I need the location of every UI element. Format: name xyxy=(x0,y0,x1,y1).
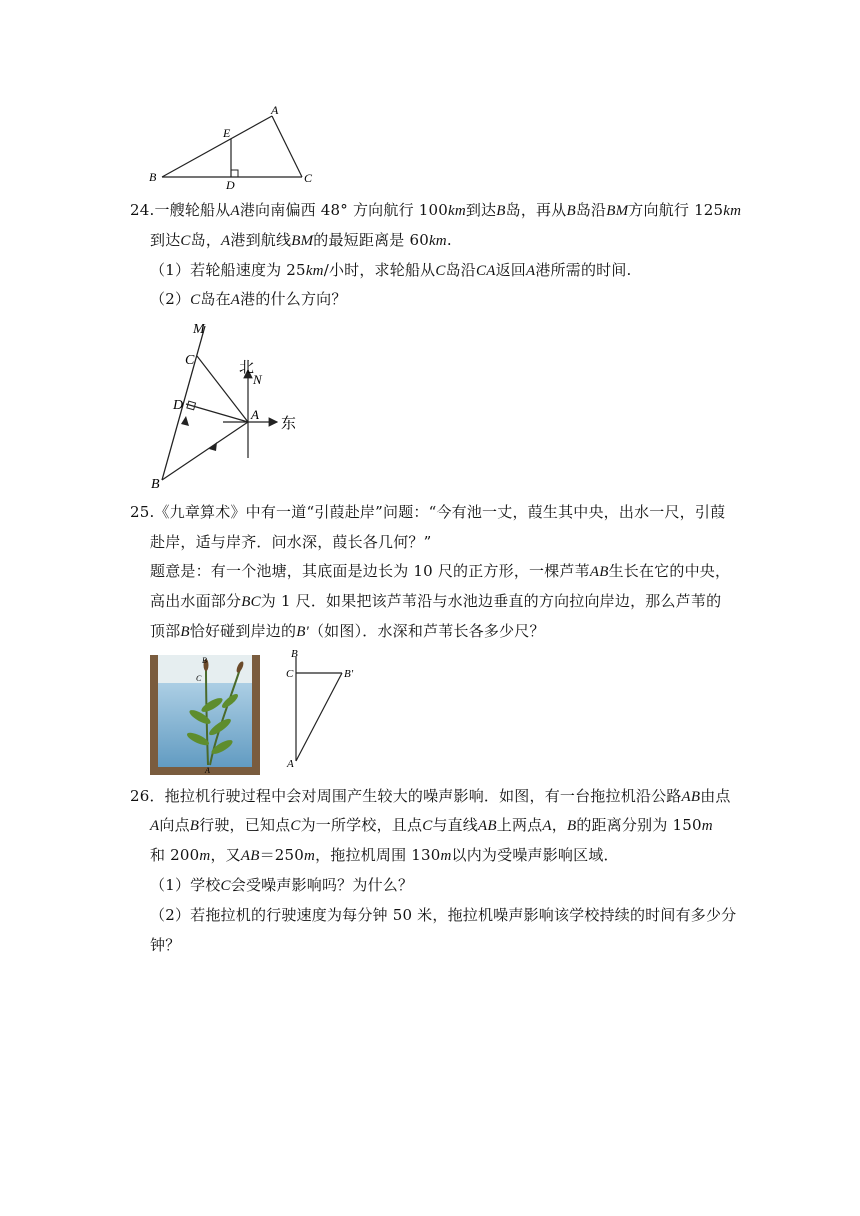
q25-line4: 高出水面部分BC为 1 尺．如果把该芦苇沿与水池边垂直的方向拉向岸边，那么芦苇的 xyxy=(150,592,722,610)
q25-line5: 顶部B恰好碰到岸边的B'（如图）．水深和芦苇长各多少尺？ xyxy=(150,622,545,640)
tri-label-bprime: B' xyxy=(344,668,354,680)
q25-line2: 赴岸，适与岸齐．问水深，葭长各几何？” xyxy=(150,533,432,551)
label-b: B xyxy=(149,170,157,184)
pond-label-b: B xyxy=(202,656,207,665)
q24-part1: （1）若轮船速度为 25km/小时，求轮船从C岛沿CA返回A港所需的时间. xyxy=(150,261,632,279)
label-e: E xyxy=(223,126,231,140)
label-n: N xyxy=(253,372,262,387)
label-d: D xyxy=(173,398,184,413)
tri-label-b: B xyxy=(291,648,298,660)
q26-part2-cont: 钟？ xyxy=(150,936,181,954)
label-a: A xyxy=(251,407,259,422)
q26-part1: （1）学校C会受噪声影响吗？为什么？ xyxy=(150,876,414,894)
q25-line3: 题意是：有一个池塘，其底面是边长为 10 尺的正方形，一棵芦苇AB生长在它的中央， xyxy=(150,562,731,580)
figure-navigation xyxy=(145,318,305,498)
label-m: M xyxy=(193,322,205,337)
label-a: A xyxy=(271,103,279,117)
pond-label-c: C xyxy=(196,674,202,683)
label-c: C xyxy=(185,353,195,368)
tri-label-c: C xyxy=(286,668,294,680)
label-d: D xyxy=(226,178,235,190)
label-c: C xyxy=(304,171,313,185)
pond-illustration xyxy=(150,655,260,775)
pond-label-a: A xyxy=(205,766,210,775)
q24-line1: 24.一艘轮船从A港向南偏西 48° 方向航行 100km到达B岛，再从B岛沿BM方向航行 125km xyxy=(130,201,742,219)
label-north: 北 xyxy=(239,360,255,376)
q24-line2: 到达C岛，A港到航线BM的最短距离是 60km. xyxy=(150,231,452,249)
label-east: 东 xyxy=(281,416,297,432)
arrow-ab-icon xyxy=(209,442,217,451)
tri-label-a: A xyxy=(287,758,294,770)
q26-line2: A向点B行驶，已知点C为一所学校，且点C与直线AB上两点A，B的距离分别为 150m xyxy=(150,816,713,834)
figure-triangle-abc xyxy=(140,100,320,190)
q26-line3: 和 200m，又AB＝250m，拖拉机周围 130m以内为受噪声影响区域． xyxy=(150,846,619,864)
q25-line1: 25.《九章算术》中有一道“引葭赴岸”问题：“今有池一丈，葭生其中央，出水一尺，引葭 xyxy=(130,503,726,521)
q26-line1: 26．拖拉机行驶过程中会对周围产生较大的噪声影响．如图，有一台拖拉机沿公路AB由点 xyxy=(130,787,731,805)
label-b: B xyxy=(151,477,160,492)
q26-part2: （2）若拖拉机的行驶速度为每分钟 50 米，拖拉机噪声影响该学校持续的时间有多少分 xyxy=(150,906,737,924)
arrow-bm-icon xyxy=(181,416,189,426)
q24-part2: （2）C岛在A港的什么方向？ xyxy=(150,290,347,308)
figure-reed-triangle xyxy=(280,645,360,770)
